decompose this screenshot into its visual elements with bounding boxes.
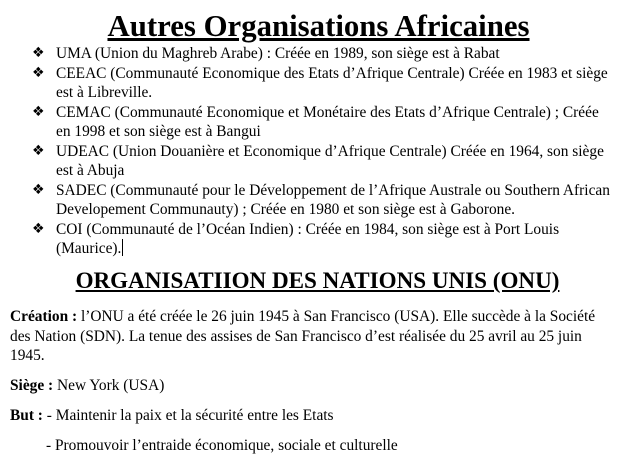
list-item-text: UMA (Union du Maghreb Arabe) : Créée en 1989, son siège est à Rabat (56, 45, 500, 62)
creation-paragraph (10, 307, 615, 366)
list-item (32, 142, 617, 181)
but-item: - Promouvoir l’entraide économique, sociale et culturelle (46, 437, 398, 454)
list-item-text: CEEAC (Communauté Economique des Etats d’Afrique Centrale) Créée en 1983 et siège est à Libreville. (56, 64, 608, 101)
but-paragraph (10, 406, 615, 426)
list-item (32, 181, 617, 220)
section-title-onu: ORGANISATIION DES NATIONS UNIS (ONU) (75, 267, 560, 293)
list-item (32, 64, 617, 103)
diamond-bullet-icon: ❖ (32, 64, 45, 81)
diamond-bullet-icon: ❖ (32, 142, 45, 159)
list-item-text: UDEAC (Union Douanière et Economique d’Afrique Centrale) Créée en 1964, son siège est à Abuja (56, 142, 604, 179)
creation-label: Création : (10, 308, 78, 325)
diamond-bullet-icon: ❖ (32, 103, 45, 120)
creation-text: l’ONU a été créée le 26 juin 1945 à San Francisco (USA). Elle succède à la Société des Nation (SDN). La tenue des assises de San Francisco d’est réalisée du 25 avril au 25 juin 1945. (10, 308, 596, 364)
siege-paragraph (10, 376, 615, 396)
list-item-text: CEMAC (Communauté Economique et Monétaire des Etats d’Afrique Centrale) ; Créée en 1998 et son siège est à Bangui (56, 103, 599, 140)
list-item-text: COI (Communauté de l’Océan Indien) : Créée en 1984, son siège est à Port Louis (Maurice). (56, 220, 560, 257)
list-item-text: SADEC (Communauté pour le Développement de l’Afrique Australe ou Southern African Developement Communauty) ; Créée en 1980 et son siège est à Gaborone. (56, 181, 610, 218)
diamond-bullet-icon: ❖ (32, 45, 45, 61)
african-orgs-list (32, 44, 617, 259)
text-cursor[interactable] (122, 239, 123, 256)
but-item-paragraph (46, 436, 623, 456)
diamond-bullet-icon: ❖ (32, 220, 45, 237)
diamond-bullet-icon: ❖ (32, 181, 45, 198)
siege-text: New York (USA) (53, 377, 165, 394)
list-item (32, 44, 617, 64)
but-item: - Maintenir la paix et la sécurité entre les Etats (46, 407, 334, 424)
list-item (32, 220, 617, 259)
siege-label: Siège : (10, 377, 54, 394)
list-item (32, 103, 617, 142)
but-label: But : (10, 407, 43, 424)
section-title-african-orgs: Autres Organisations Africaines (107, 9, 530, 43)
